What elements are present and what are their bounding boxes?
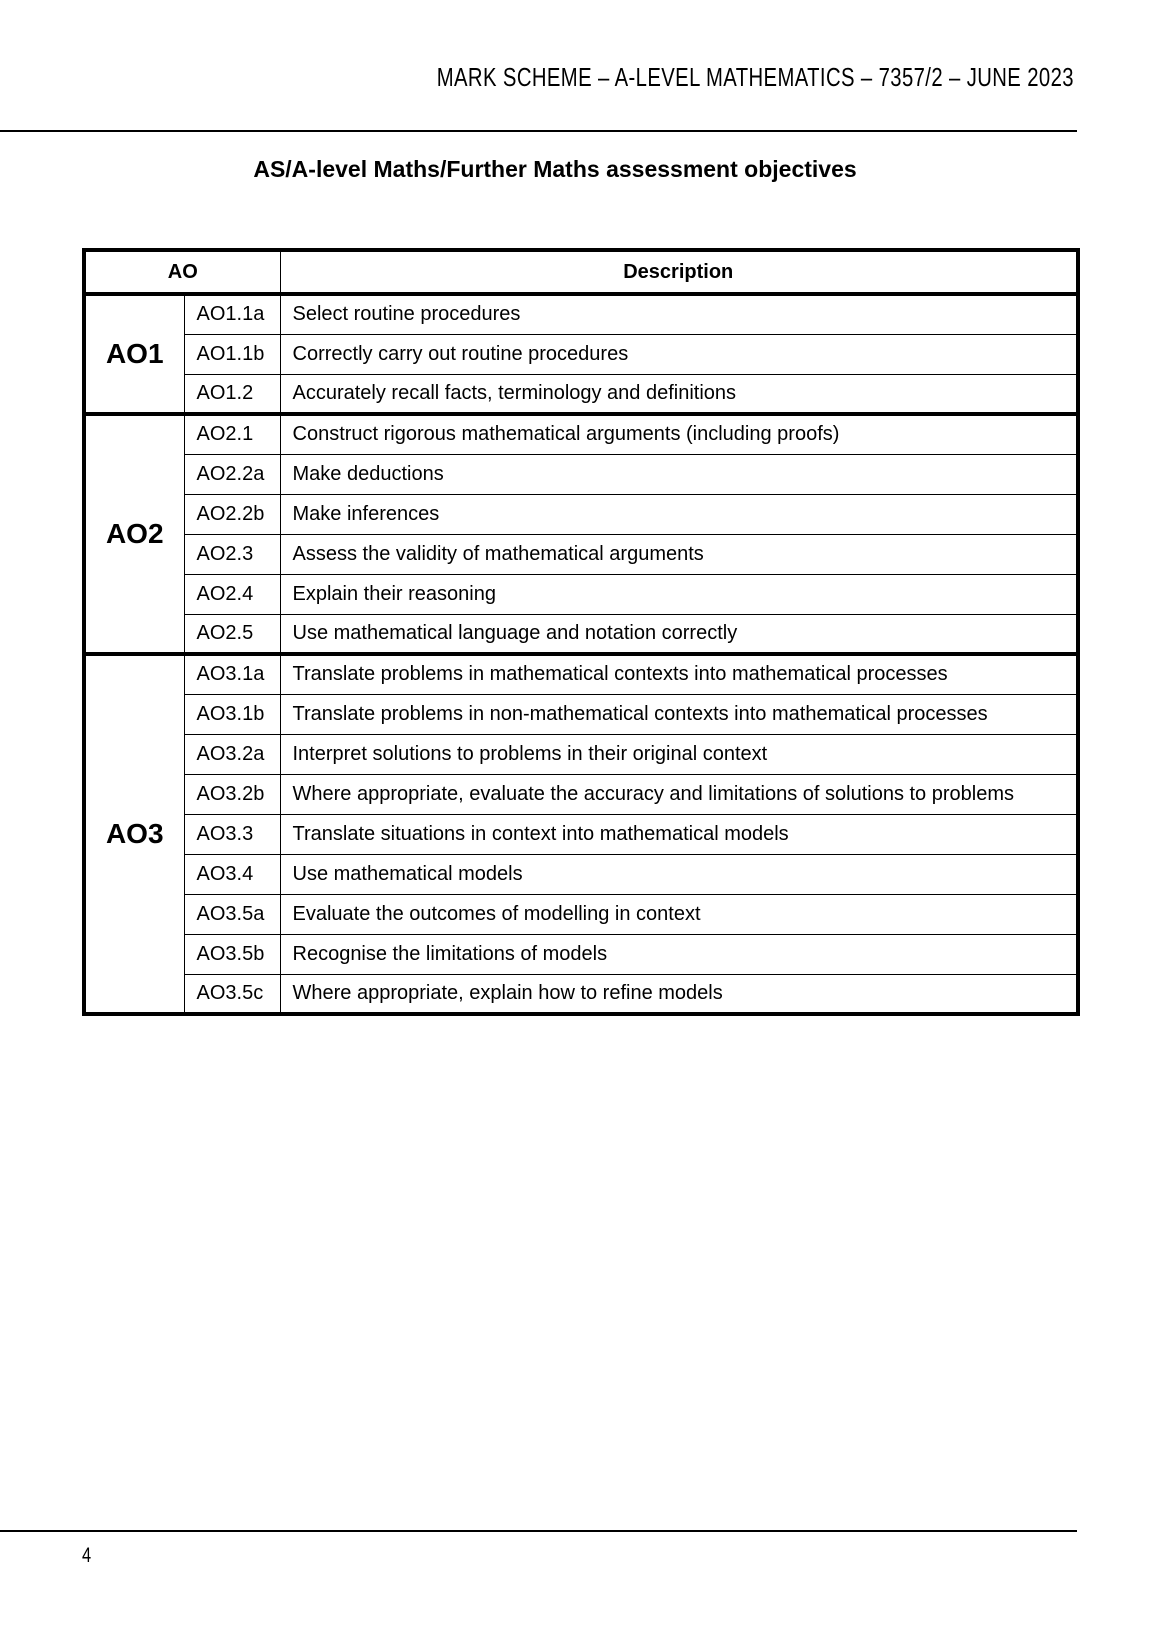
ao-code: AO2.1 bbox=[184, 414, 280, 454]
ao-code: AO3.1b bbox=[184, 694, 280, 734]
footer-rule bbox=[0, 1530, 1077, 1532]
ao-code: AO3.5c bbox=[184, 974, 280, 1014]
ao-code: AO1.1b bbox=[184, 334, 280, 374]
table-row bbox=[84, 574, 1078, 614]
table-header-row bbox=[84, 250, 1078, 294]
ao-description: Construct rigorous mathematical arguments (including proofs) bbox=[280, 414, 1078, 454]
table-row bbox=[84, 294, 1078, 334]
table-row bbox=[84, 734, 1078, 774]
table-row bbox=[84, 534, 1078, 574]
ao-description: Where appropriate, explain how to refine models bbox=[280, 974, 1078, 1014]
page-number bbox=[82, 1544, 94, 1568]
table-row bbox=[84, 774, 1078, 814]
ao-code: AO1.2 bbox=[184, 374, 280, 414]
ao-code: AO3.5b bbox=[184, 934, 280, 974]
ao-group-label-ao2: AO2 bbox=[84, 414, 184, 654]
header-rule bbox=[0, 130, 1077, 132]
table-row bbox=[84, 814, 1078, 854]
page-number-text: 4 bbox=[82, 1544, 92, 1567]
ao-group-label-ao1: AO1 bbox=[84, 294, 184, 414]
table-row bbox=[84, 934, 1078, 974]
ao-description: Where appropriate, evaluate the accuracy and limitations of solutions to problems bbox=[280, 774, 1078, 814]
table-row bbox=[84, 414, 1078, 454]
ao-description: Make deductions bbox=[280, 454, 1078, 494]
column-header-description: Description bbox=[280, 250, 1078, 294]
ao-code: AO3.2b bbox=[184, 774, 280, 814]
ao-code: AO3.2a bbox=[184, 734, 280, 774]
ao-code: AO2.2a bbox=[184, 454, 280, 494]
ao-description: Use mathematical language and notation correctly bbox=[280, 614, 1078, 654]
ao-description: Explain their reasoning bbox=[280, 574, 1078, 614]
ao-code: AO3.3 bbox=[184, 814, 280, 854]
ao-description: Use mathematical models bbox=[280, 854, 1078, 894]
ao-description: Evaluate the outcomes of modelling in context bbox=[280, 894, 1078, 934]
ao-code: AO3.4 bbox=[184, 854, 280, 894]
ao-group-label-ao3: AO3 bbox=[84, 654, 184, 1014]
ao-description: Interpret solutions to problems in their original context bbox=[280, 734, 1078, 774]
ao-description: Correctly carry out routine procedures bbox=[280, 334, 1078, 374]
ao-code: AO2.2b bbox=[184, 494, 280, 534]
ao-description: Translate problems in mathematical contexts into mathematical processes bbox=[280, 654, 1078, 694]
ao-description: Assess the validity of mathematical arguments bbox=[280, 534, 1078, 574]
ao-description: Make inferences bbox=[280, 494, 1078, 534]
table-row bbox=[84, 974, 1078, 1014]
ao-description: Translate situations in context into mathematical models bbox=[280, 814, 1078, 854]
table-row bbox=[84, 894, 1078, 934]
ao-code: AO3.1a bbox=[184, 654, 280, 694]
ao-code: AO2.5 bbox=[184, 614, 280, 654]
table-row bbox=[84, 694, 1078, 734]
ao-code: AO1.1a bbox=[184, 294, 280, 334]
assessment-objectives-table bbox=[82, 248, 1080, 1016]
table-row bbox=[84, 654, 1078, 694]
table-row bbox=[84, 854, 1078, 894]
ao-code: AO2.4 bbox=[184, 574, 280, 614]
table-row bbox=[84, 334, 1078, 374]
column-header-ao: AO bbox=[84, 250, 280, 294]
ao-code: AO3.5a bbox=[184, 894, 280, 934]
ao-description: Translate problems in non-mathematical contexts into mathematical processes bbox=[280, 694, 1078, 734]
page-title: AS/A-level Maths/Further Maths assessment objectives bbox=[253, 156, 857, 182]
table-row bbox=[84, 454, 1078, 494]
table-row bbox=[84, 614, 1078, 654]
ao-description: Recognise the limitations of models bbox=[280, 934, 1078, 974]
ao-code: AO2.3 bbox=[184, 534, 280, 574]
page-header bbox=[0, 62, 1074, 93]
ao-description: Accurately recall facts, terminology and definitions bbox=[280, 374, 1078, 414]
ao-description: Select routine procedures bbox=[280, 294, 1078, 334]
table-row bbox=[84, 494, 1078, 534]
table-row bbox=[84, 374, 1078, 414]
header-text: MARK SCHEME – A-LEVEL MATHEMATICS – 7357/2 – JUNE 2023 bbox=[436, 62, 1074, 92]
